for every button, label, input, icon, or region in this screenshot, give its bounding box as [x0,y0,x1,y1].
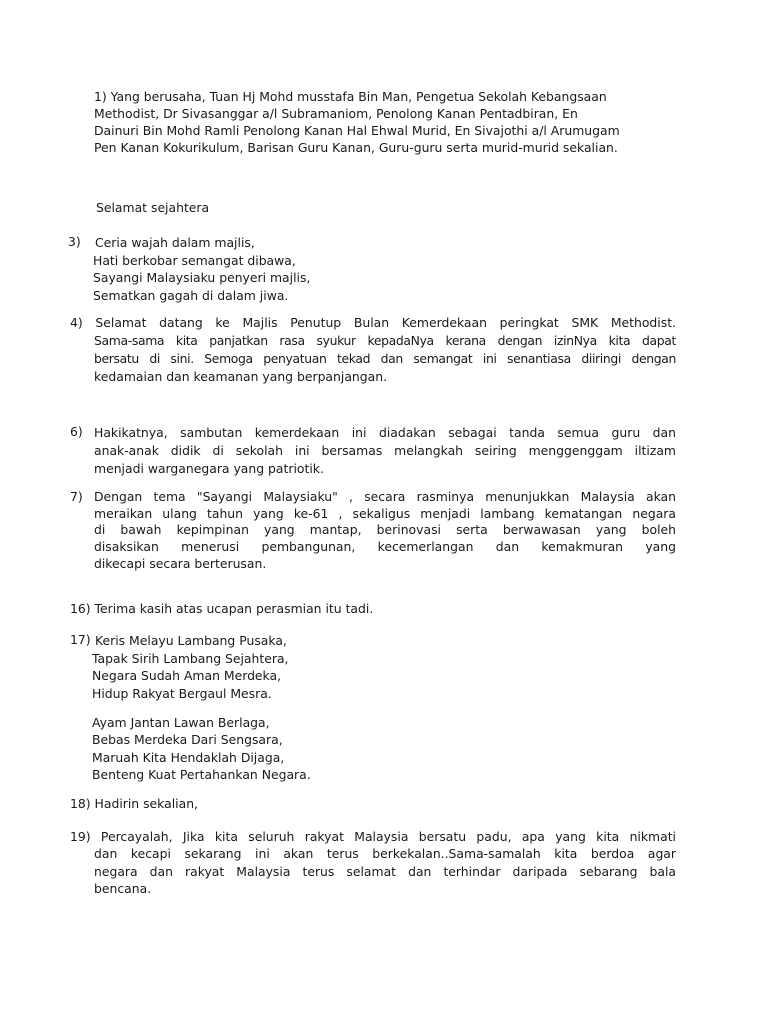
text-line: Hakikatnya, sambutan kemerdekaan ini diadakan sebagai tanda semua guru dan [94,425,676,440]
verse-line: Tapak Sirih Lambang Sejahtera, [92,650,289,666]
verse-line: Sematkan gagah di dalam jiwa. [93,287,289,303]
verse-line: Sayangi Malaysiaku penyeri majlis, [93,270,311,285]
verse-line: Hati berkobar semangat dibawa, [93,252,296,268]
text-line: kedamaian dan keamanan yang berpanjangan. [94,369,388,384]
paragraph-17-number: 17) [70,632,91,647]
text-line: Methodist, Dr Sivasanggar a/l Subramaniom, Penolong Kanan Pentadbiran, En [94,106,578,121]
text-line: disaksikan menerusi pembangunan, kecemerlangan dan kemakmuran yang [94,539,676,555]
text-line: Dainuri Bin Mohd Ramli Penolong Kanan Hal Ehwal Murid, En Sivajothi a/l Arumugam [94,123,620,138]
text-line: meraikan ulang tahun yang ke-61 , sekaligus menjadi lambang kematangan negara [94,505,676,521]
verse-line: Keris Melayu Lambang Pusaka, [95,633,287,648]
verse-line: Ceria wajah dalam majlis, [95,235,255,250]
verse-line: Benteng Kuat Pertahankan Negara. [92,766,311,782]
verse-line: Hidup Rakyat Bergaul Mesra. [92,685,272,701]
verse-line: Negara Sudah Aman Merdeka, [92,668,282,683]
paragraph-18: 18) Hadirin sekalian, [70,796,198,811]
text-line: 19) Percayalah, Jika kita seluruh rakyat Malaysia bersatu padu, apa yang kita nikmati [70,829,676,844]
text-line: dan kecapi sekarang ini akan terus berkekalan..Sama-samalah kita berdoa agar [94,846,676,862]
text-line: 7) Dengan tema "Sayangi Malaysiaku" , secara rasminya menunjukkan Malaysia akan [70,489,676,504]
text-line: 4) Selamat datang ke Majlis Penutup Bulan Kemerdekaan peringkat SMK Methodist. [70,315,676,330]
paragraph-3-verse [93,234,310,304]
paragraph-7 [70,489,676,573]
verse-line: Maruah Kita Hendaklah Dijaga, [92,749,285,765]
paragraph-4 [70,314,676,386]
text-line: negara dan rakyat Malaysia terus selamat dan terhindar daripada sebarang bala [94,863,676,879]
paragraph-3-number: 3) [68,234,81,249]
text-line: anak-anak didik di sekolah ini bersamas melangkah seiring menggenggam iltizam [94,443,676,458]
text-line: di bawah kepimpinan yang mantap, berinovasi serta berwawasan yang boleh [94,522,676,538]
paragraph-17-verse-2 [92,714,311,783]
paragraph-17-verse-1 [92,632,288,702]
text-line: dikecapi secara berterusan. [94,555,267,571]
text-line: 1) Yang berusaha, Tuan Hj Mohd musstafa Bin Man, Pengetua Sekolah Kebangsaan [94,89,607,104]
paragraph-6-number: 6) [70,424,83,439]
text-line: bersatu di sini. Semoga penyatuan tekad dan semangat ini senantiasa diiringi dengan [94,351,676,366]
greeting: Selamat sejahtera [96,200,210,215]
text-line: Pen Kanan Kokurikulum, Barisan Guru Kanan, Guru-guru serta murid-murid sekalian. [94,140,618,155]
paragraph-19 [70,828,676,898]
verse-line: Bebas Merdeka Dari Sengsara, [92,732,283,748]
verse-line: Ayam Jantan Lawan Berlaga, [92,715,270,730]
paragraph-16: 16) Terima kasih atas ucapan perasmian itu tadi. [70,601,374,616]
text-line: Sama-sama kita panjatkan rasa syukur kepadaNya kerana dengan izinNya kita dapat [94,333,676,348]
text-line: menjadi warganegara yang patriotik. [94,461,324,476]
paragraph-6 [94,424,676,478]
text-line: bencana. [94,881,152,897]
